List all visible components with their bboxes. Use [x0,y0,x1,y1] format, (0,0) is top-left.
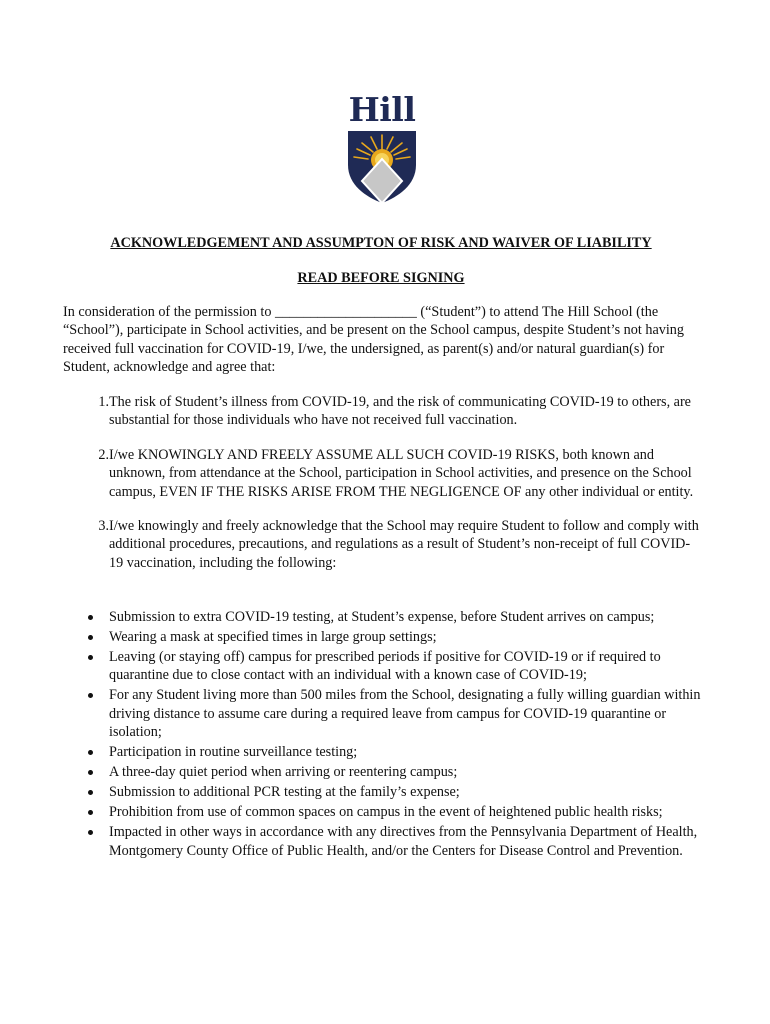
intro-paragraph: In consideration of the permission to ____________________ (“Student”) to attend The Hill School (the “School”), participate in School activities, and be present on the School campus, despite Student’s not having received full vaccination for COVID-19, I/we, the undersigned, as parent(s) and/or natural guardian(s) for Student, acknowledge and agree that: [63,304,684,376]
bullet-icon [63,823,109,860]
shield-emblem-icon [346,129,418,205]
item-text: I/we knowingly and freely acknowledge that the School may require Student to follow and comply with additional procedures, precautions, and regulations as a result of Student’s non-receipt of full COVID-19 vaccination, including the following: [109,518,699,571]
bullet-item [63,686,703,741]
school-logo [339,92,425,205]
bullet-text: Submission to extra COVID-19 testing, at Student’s expense, before Student arrives on campus; [109,609,655,625]
bullet-icon [63,628,109,646]
bullet-item [63,648,703,685]
bullet-text: Submission to additional PCR testing at the family’s expense; [109,784,460,801]
logo-wordmark: Hill [348,90,416,129]
item-text: I/we KNOWINGLY AND FREELY ASSUME ALL SUCH COVID-19 RISKS, both known and unknown, from attendance at the School, participation in School activities, and presence on the School campus, EVEN IF THE RISKS ARISE FROM THE NEGLIGENCE OF any other individual or entity. [109,446,694,500]
bullet-item [63,743,703,761]
bullet-item [63,823,703,860]
bullet-text: Leaving (or staying off) campus for prescribed periods if positive for COVID-19 or if required to quarantine due to close contact with an individual with a known case of COVID-19; [109,649,661,684]
bullet-icon [63,686,109,741]
bullet-text: A three-day quiet period when arriving or reentering campus; [109,764,458,781]
item-number: 1. [98,394,109,410]
bullet-item [63,628,703,646]
bullet-text: Wearing a mask at specified times in large group settings; [109,629,437,645]
bullet-item [63,803,703,821]
item-number: 2. [98,446,109,463]
numbered-item [63,393,703,430]
numbered-item [63,517,703,572]
bullet-icon [63,783,109,801]
bullet-icon [63,608,109,626]
bullet-icon [63,763,109,781]
requirements-bullet-list [63,608,703,862]
bullet-text: For any Student living more than 500 miles from the School, designating a fully willing guardian within driving distance to assume care during a required leave from campus for COVID-19 quarantine or isolation; [109,687,701,741]
bullet-icon [63,803,109,821]
document-title: ACKNOWLEDGEMENT AND ASSUMPTON OF RISK AND WAIVER OF LIABILITY [110,235,652,251]
numbered-item [63,446,703,501]
bullet-text: Impacted in other ways in accordance with any directives from the Pennsylvania Department of Health, Montgomery County Office of Public Health, and/or the Centers for Disease Control and Prevention. [109,824,698,859]
bullet-item [63,763,703,781]
bullet-item [63,783,703,801]
bullet-item [63,608,703,626]
bullet-icon [63,648,109,685]
document-subtitle: READ BEFORE SIGNING [297,270,465,286]
bullet-text: Prohibition from use of common spaces on campus in the event of heightened public health risks; [109,804,663,821]
bullet-text: Participation in routine surveillance testing; [109,744,358,761]
item-text: The risk of Student’s illness from COVID-19, and the risk of communicating COVID-19 to others, are substantial for those individuals who have not received full vaccination. [109,394,691,429]
item-number: 3. [98,518,109,535]
bullet-icon [63,743,109,761]
numbered-list [63,393,703,588]
